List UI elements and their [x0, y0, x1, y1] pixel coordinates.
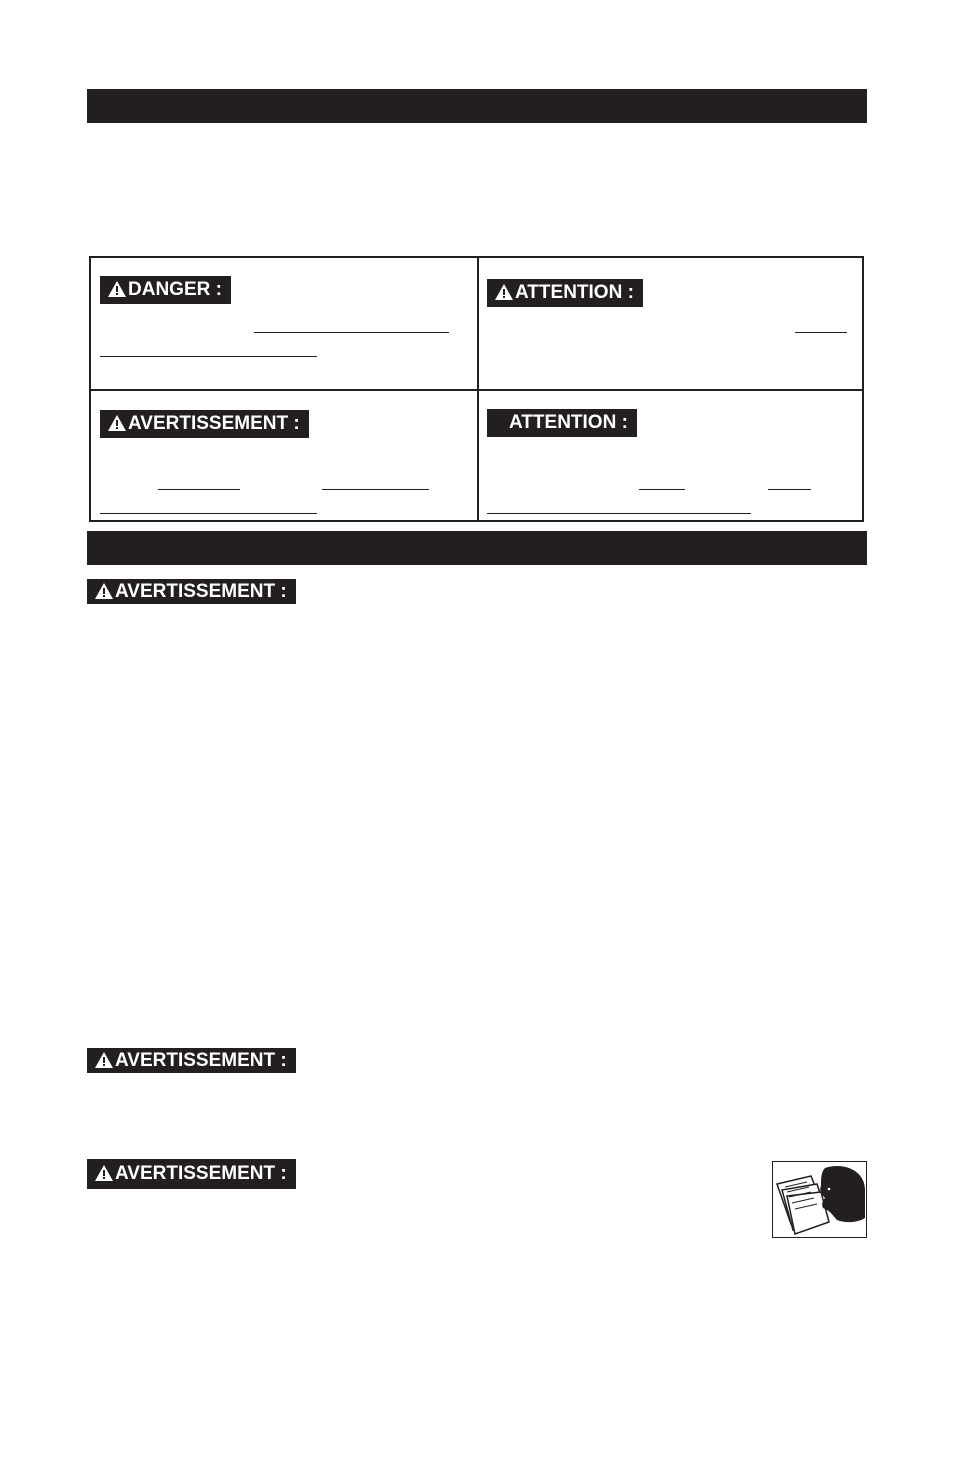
- danger-underline-2: [100, 356, 317, 357]
- attention-icon-label-text: ATTENTION :: [515, 282, 634, 303]
- attention-plain-label-text: ATTENTION :: [509, 412, 628, 433]
- section-header-bar-rules: [87, 531, 867, 565]
- avertissement-underline-3: [100, 513, 317, 514]
- avertissement-label-1: [87, 579, 296, 604]
- attention-plain-label: [487, 409, 637, 437]
- avertissement-label-2: [87, 1048, 296, 1073]
- section-header-bar-top: [87, 89, 867, 123]
- attention-plain-underline-3: [487, 513, 751, 514]
- warning-triangle-icon: [495, 281, 513, 309]
- attention-plain-underline-2: [768, 489, 811, 490]
- avertissement-cell-label: [100, 410, 309, 438]
- attention-icon-underline: [795, 332, 847, 333]
- avertissement-label-2-text: AVERTISSEMENT :: [115, 1050, 287, 1071]
- warning-triangle-icon: [95, 1161, 113, 1191]
- attention-icon-label: [487, 279, 643, 307]
- danger-label: [100, 276, 231, 304]
- warning-triangle-icon: [95, 581, 113, 606]
- danger-underline-1: [254, 332, 449, 333]
- warning-triangle-icon: [95, 1050, 113, 1075]
- avertissement-label-1-text: AVERTISSEMENT :: [115, 581, 287, 602]
- avertissement-underline-2: [322, 489, 429, 490]
- read-manual-icon: [772, 1161, 867, 1238]
- danger-label-text: DANGER :: [128, 279, 222, 300]
- avertissement-underline-1: [158, 489, 240, 490]
- table-divider-horizontal: [91, 389, 862, 391]
- warning-triangle-icon: [108, 278, 126, 306]
- warning-triangle-icon: [108, 412, 126, 440]
- avertissement-label-3: [87, 1159, 296, 1189]
- attention-plain-underline-1: [639, 489, 685, 490]
- avertissement-label-3-text: AVERTISSEMENT :: [115, 1163, 287, 1184]
- avertissement-cell-label-text: AVERTISSEMENT :: [128, 413, 300, 434]
